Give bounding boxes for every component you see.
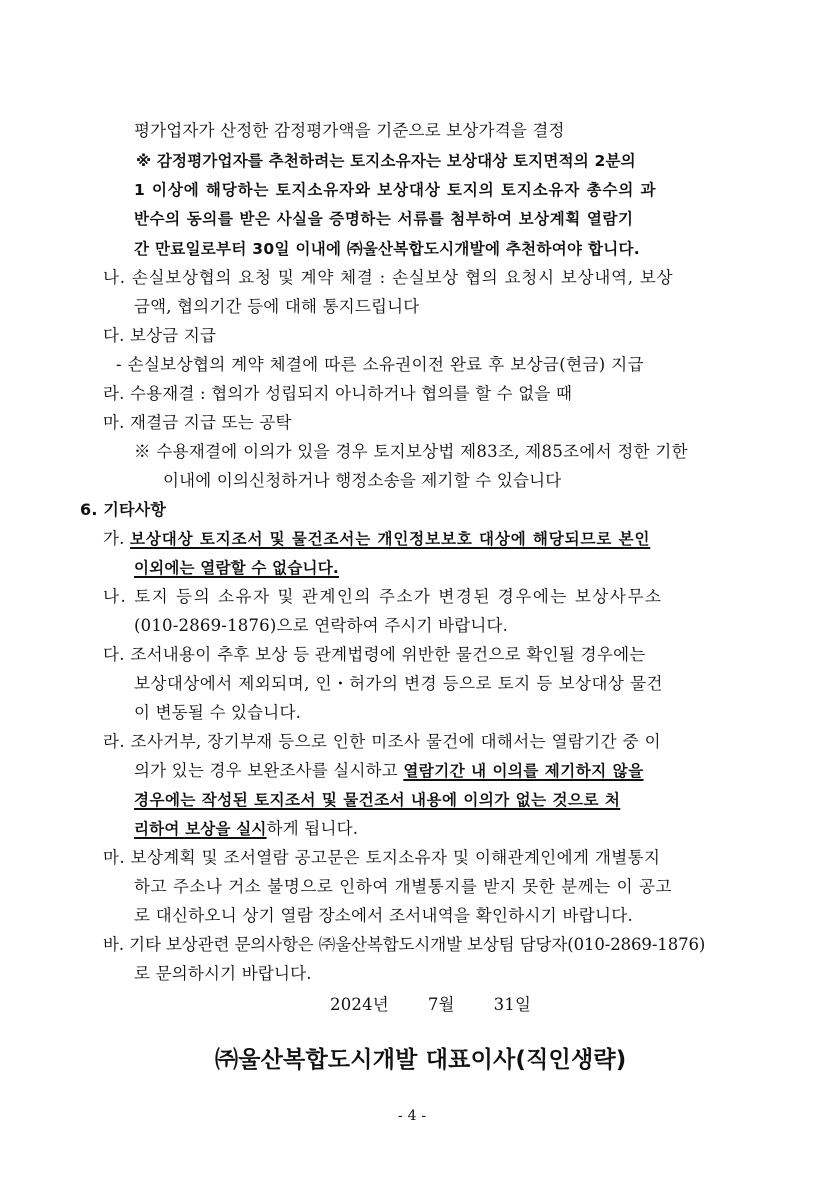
text-line: 반수의 동의를 받은 사실을 증명하는 서류를 첨부하여 보상계획 열람기 [134, 210, 634, 228]
text-line: 다. 조서내용이 추후 보상 등 관계법령에 위반한 물건으로 확인될 경우에는 [103, 645, 646, 664]
note-text: ※ 감정평가업자를 추천하려는 토지소유자는 보상대상 토지면적의 2분의 [136, 152, 636, 170]
text-line: 라. 조사거부, 장기부재 등으로 인한 미조사 물건에 대해서는 열람기간 중 이 [103, 732, 661, 751]
page-number: - 4 - [398, 1108, 427, 1124]
plain-text: 의가 있는 경우 보완조사를 실시하고 [134, 761, 398, 780]
text-line: - 손실보상협의 계약 체결에 따른 소유권이전 완료 후 보상금(현금) 지급 [116, 355, 644, 374]
text-line: 라. 수용재결 : 협의가 성립되지 아니하거나 협의를 할 수 없을 때 [103, 384, 573, 403]
text-line: (010-2869-1876)으로 연락하여 주시기 바랍니다. [134, 616, 509, 635]
text-line: 금액, 협의기간 등에 대해 통지드립니다 [134, 297, 420, 316]
emphasis-text: 이외에는 열람할 수 없습니다. [134, 559, 339, 577]
text-line: 로 문의하시기 바랍니다. [134, 964, 312, 983]
emphasis-text: 열람기간 내 이의를 제기하지 않을 [403, 762, 644, 780]
text-line: 나. 토지 등의 소유자 및 관계인의 주소가 변경된 경우에는 보상사무소 [103, 587, 663, 606]
text-line: 하고 주소나 거소 불명으로 인하여 개별통지를 받지 못한 분께는 이 공고 [134, 877, 673, 896]
text-line: 나. 손실보상협의 요청 및 계약 체결 : 손실보상 협의 요청시 보상내역, 보상 [103, 268, 674, 287]
text-line: 마. 보상계획 및 조서열람 공고문은 토지소유자 및 이해관계인에게 개별통지 [103, 848, 661, 867]
date-year: 2024년 [330, 995, 389, 1014]
text-line: 간 만료일로부터 30일 이내에 ㈜울산복합도시개발에 추천하여야 합니다. [134, 240, 640, 258]
text-line: 평가업자가 산정한 감정평가액을 기준으로 보상가격을 결정 [134, 121, 565, 140]
text-line [134, 819, 358, 839]
text-line: 이내에 이의신청하거나 행정소송을 제기할 수 있습니다 [163, 471, 562, 490]
issuer-signature-line: ㈜울산복합도시개발 대표이사(직인생략) [215, 1047, 627, 1073]
text-line [136, 151, 752, 171]
date-month: 7월 [427, 995, 455, 1014]
emphasis-text: 리하여 보상을 실시 [134, 820, 267, 838]
text-line: 로 대신하오니 상기 열람 장소에서 조서내역을 확인하시기 바랍니다. [134, 906, 634, 925]
text-line: 다. 보상금 지급 [103, 326, 217, 345]
text-line [134, 761, 644, 781]
text-line: 보상대상에서 제외되며, 인・허가의 변경 등으로 토지 등 보상대상 물건 [134, 674, 663, 693]
section-heading: 6. 기타사항 [80, 500, 167, 519]
text-line: 이 변동될 수 있습니다. [134, 703, 302, 722]
text-line: ※ 수용재결에 이의가 있을 경우 토지보상법 제83조, 제85조에서 정한 기한 [134, 442, 688, 461]
plain-text: 하게 됩니다. [266, 819, 359, 838]
text-line [103, 529, 650, 549]
document-date [330, 995, 531, 1015]
text-line: 마. 재결금 지급 또는 공탁 [103, 413, 292, 432]
emphasis-text: 보상대상 토지조서 및 물건조서는 개인정보보호 대상에 해당되므로 본인 [130, 530, 651, 548]
text-line: 1 이상에 해당하는 토지소유자와 보상대상 토지의 토지소유자 총수의 과 [134, 181, 657, 199]
text-line: 바. 기타 보상관련 문의사항은 ㈜울산복합도시개발 보상팀 담당자(010-2869-1876) [103, 935, 706, 954]
item-marker: 가. [103, 529, 125, 548]
emphasis-text: 경우에는 작성된 토지조서 및 물건조서 내용에 이의가 없는 것으로 처 [134, 791, 621, 809]
date-day: 31일 [493, 995, 532, 1014]
